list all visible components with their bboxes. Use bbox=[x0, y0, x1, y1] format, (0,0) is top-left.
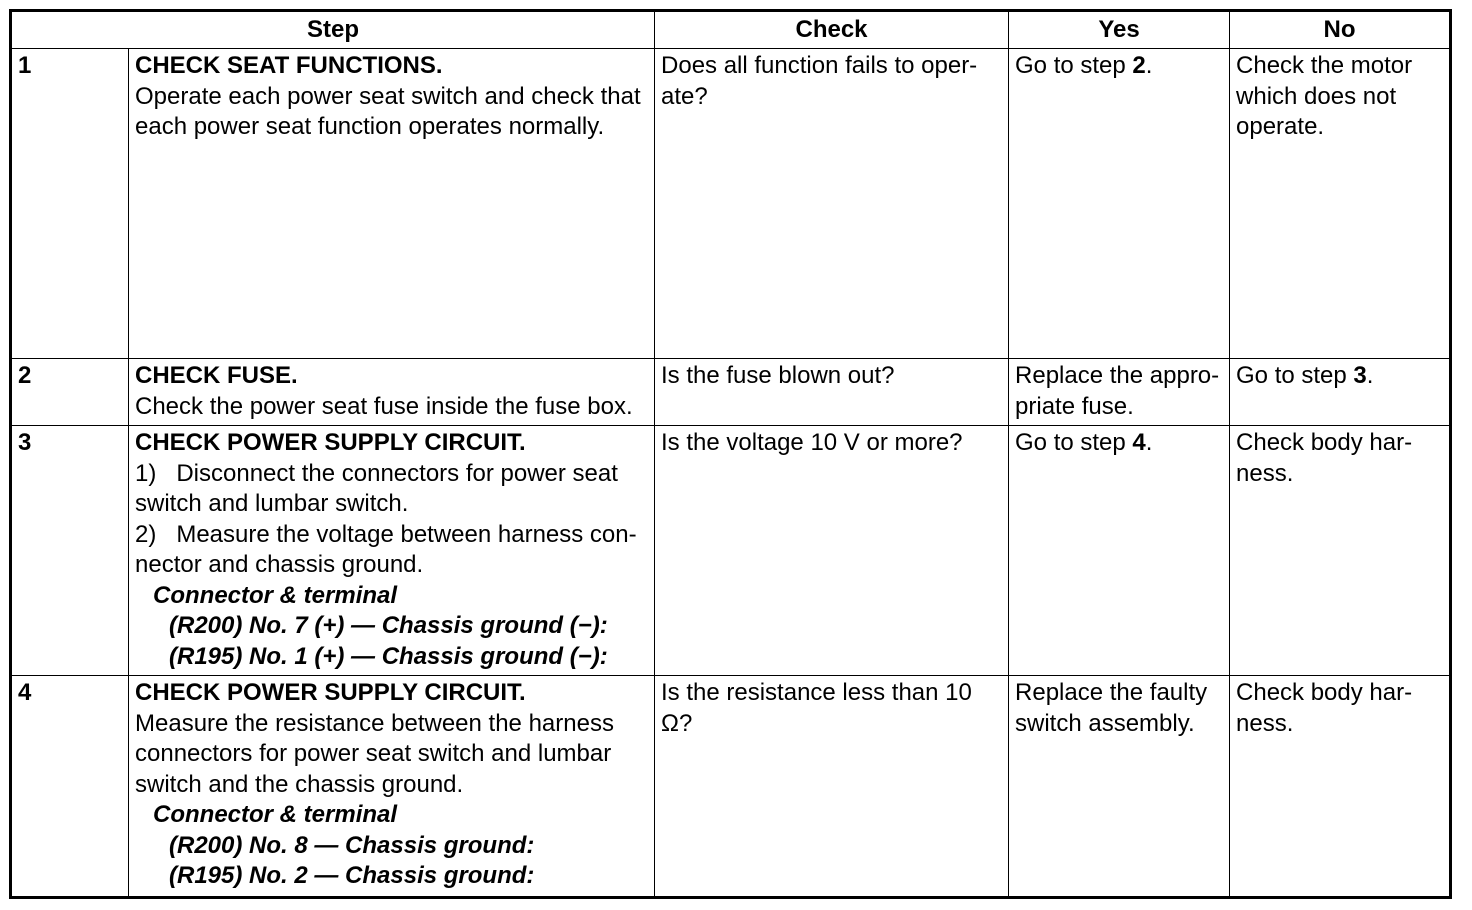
yes-text: Go to step bbox=[1015, 429, 1133, 456]
step-text-line: switch and the chassis ground. bbox=[135, 770, 464, 798]
step-reference: 4 bbox=[1132, 429, 1146, 456]
yes-cell bbox=[1009, 49, 1230, 359]
connector-line: (R195) No. 2 — Chassis ground: bbox=[169, 862, 535, 889]
step-reference: 2 bbox=[1132, 52, 1146, 79]
step-reference: 3 bbox=[1353, 362, 1367, 389]
yes-text-line: Replace the appro- bbox=[1015, 362, 1220, 389]
no-text-line: Check body har- bbox=[1236, 679, 1413, 706]
step-text-line: connectors for power seat switch and lumbar bbox=[135, 740, 612, 767]
check-text-line: Is the voltage 10 V or more? bbox=[661, 429, 963, 456]
step-description bbox=[129, 49, 655, 359]
step-text-line: nector and chassis ground. bbox=[135, 551, 424, 578]
connector-heading: Connector & terminal bbox=[153, 801, 398, 828]
check-text-line: Ω? bbox=[661, 709, 693, 737]
yes-text: Go to step bbox=[1015, 52, 1133, 79]
step-number: 4 bbox=[11, 676, 129, 898]
table-row bbox=[11, 49, 1451, 359]
table-row bbox=[11, 676, 1451, 898]
step-text-line: each power seat function operates normally. bbox=[135, 113, 605, 140]
check-text-line: Is the resistance less than 10 bbox=[661, 679, 972, 706]
step-text-line: 1) Disconnect the connectors for power seat bbox=[135, 459, 618, 487]
header-no: No bbox=[1230, 11, 1451, 49]
no-text-line: ness. bbox=[1236, 709, 1294, 737]
table-row bbox=[11, 426, 1451, 676]
check-text-line: Does all function fails to oper- bbox=[661, 52, 978, 79]
check-cell bbox=[655, 359, 1009, 426]
yes-cell bbox=[1009, 676, 1230, 898]
yes-text-suffix: . bbox=[1145, 52, 1153, 79]
step-title: CHECK SEAT FUNCTIONS. bbox=[135, 52, 443, 79]
connector-line: (R195) No. 1 (+) — Chassis ground (−): bbox=[169, 642, 608, 670]
no-text-line: operate. bbox=[1236, 113, 1325, 140]
step-title: CHECK FUSE. bbox=[135, 362, 298, 389]
connector-line: (R200) No. 7 (+) — Chassis ground (−): bbox=[169, 612, 608, 639]
no-text-line: Check the motor bbox=[1236, 52, 1413, 79]
header-check: Check bbox=[655, 11, 1009, 49]
check-cell bbox=[655, 426, 1009, 676]
yes-text-line: Replace the faulty bbox=[1015, 679, 1208, 706]
step-text-line: Check the power seat fuse inside the fuse box. bbox=[135, 392, 633, 420]
check-cell bbox=[655, 676, 1009, 898]
step-title: CHECK POWER SUPPLY CIRCUIT. bbox=[135, 679, 526, 706]
step-number: 3 bbox=[11, 426, 129, 676]
no-cell bbox=[1230, 676, 1451, 898]
yes-text-suffix: . bbox=[1145, 429, 1153, 456]
yes-cell bbox=[1009, 426, 1230, 676]
no-cell bbox=[1230, 426, 1451, 676]
yes-text-line: switch assembly. bbox=[1015, 709, 1195, 737]
no-text-suffix: . bbox=[1366, 362, 1374, 389]
check-text-line: Is the fuse blown out? bbox=[661, 362, 895, 389]
step-text-line: switch and lumbar switch. bbox=[135, 490, 409, 517]
no-text-line: which does not bbox=[1236, 82, 1397, 110]
step-text-line: Operate each power seat switch and check that bbox=[135, 82, 641, 110]
yes-text-line: priate fuse. bbox=[1015, 392, 1134, 420]
step-number: 1 bbox=[11, 49, 129, 359]
header-step: Step bbox=[11, 11, 655, 49]
connector-heading: Connector & terminal bbox=[153, 581, 398, 609]
no-text-line: ness. bbox=[1236, 459, 1294, 487]
yes-cell bbox=[1009, 359, 1230, 426]
header-row bbox=[11, 11, 1451, 49]
step-description bbox=[129, 359, 655, 426]
step-text-line: 2) Measure the voltage between harness con- bbox=[135, 520, 637, 548]
step-number: 2 bbox=[11, 359, 129, 426]
check-cell bbox=[655, 49, 1009, 359]
step-description bbox=[129, 426, 655, 676]
no-cell bbox=[1230, 359, 1451, 426]
table-row bbox=[11, 359, 1451, 426]
no-text: Go to step bbox=[1236, 362, 1354, 389]
step-text-line: Measure the resistance between the harness bbox=[135, 709, 614, 737]
step-description bbox=[129, 676, 655, 898]
no-text-line: Check body har- bbox=[1236, 429, 1413, 456]
diagnostic-table bbox=[9, 9, 1452, 899]
no-cell bbox=[1230, 49, 1451, 359]
header-yes: Yes bbox=[1009, 11, 1230, 49]
connector-line: (R200) No. 8 — Chassis ground: bbox=[169, 831, 535, 859]
check-text-line: ate? bbox=[661, 82, 708, 110]
step-title: CHECK POWER SUPPLY CIRCUIT. bbox=[135, 429, 526, 456]
